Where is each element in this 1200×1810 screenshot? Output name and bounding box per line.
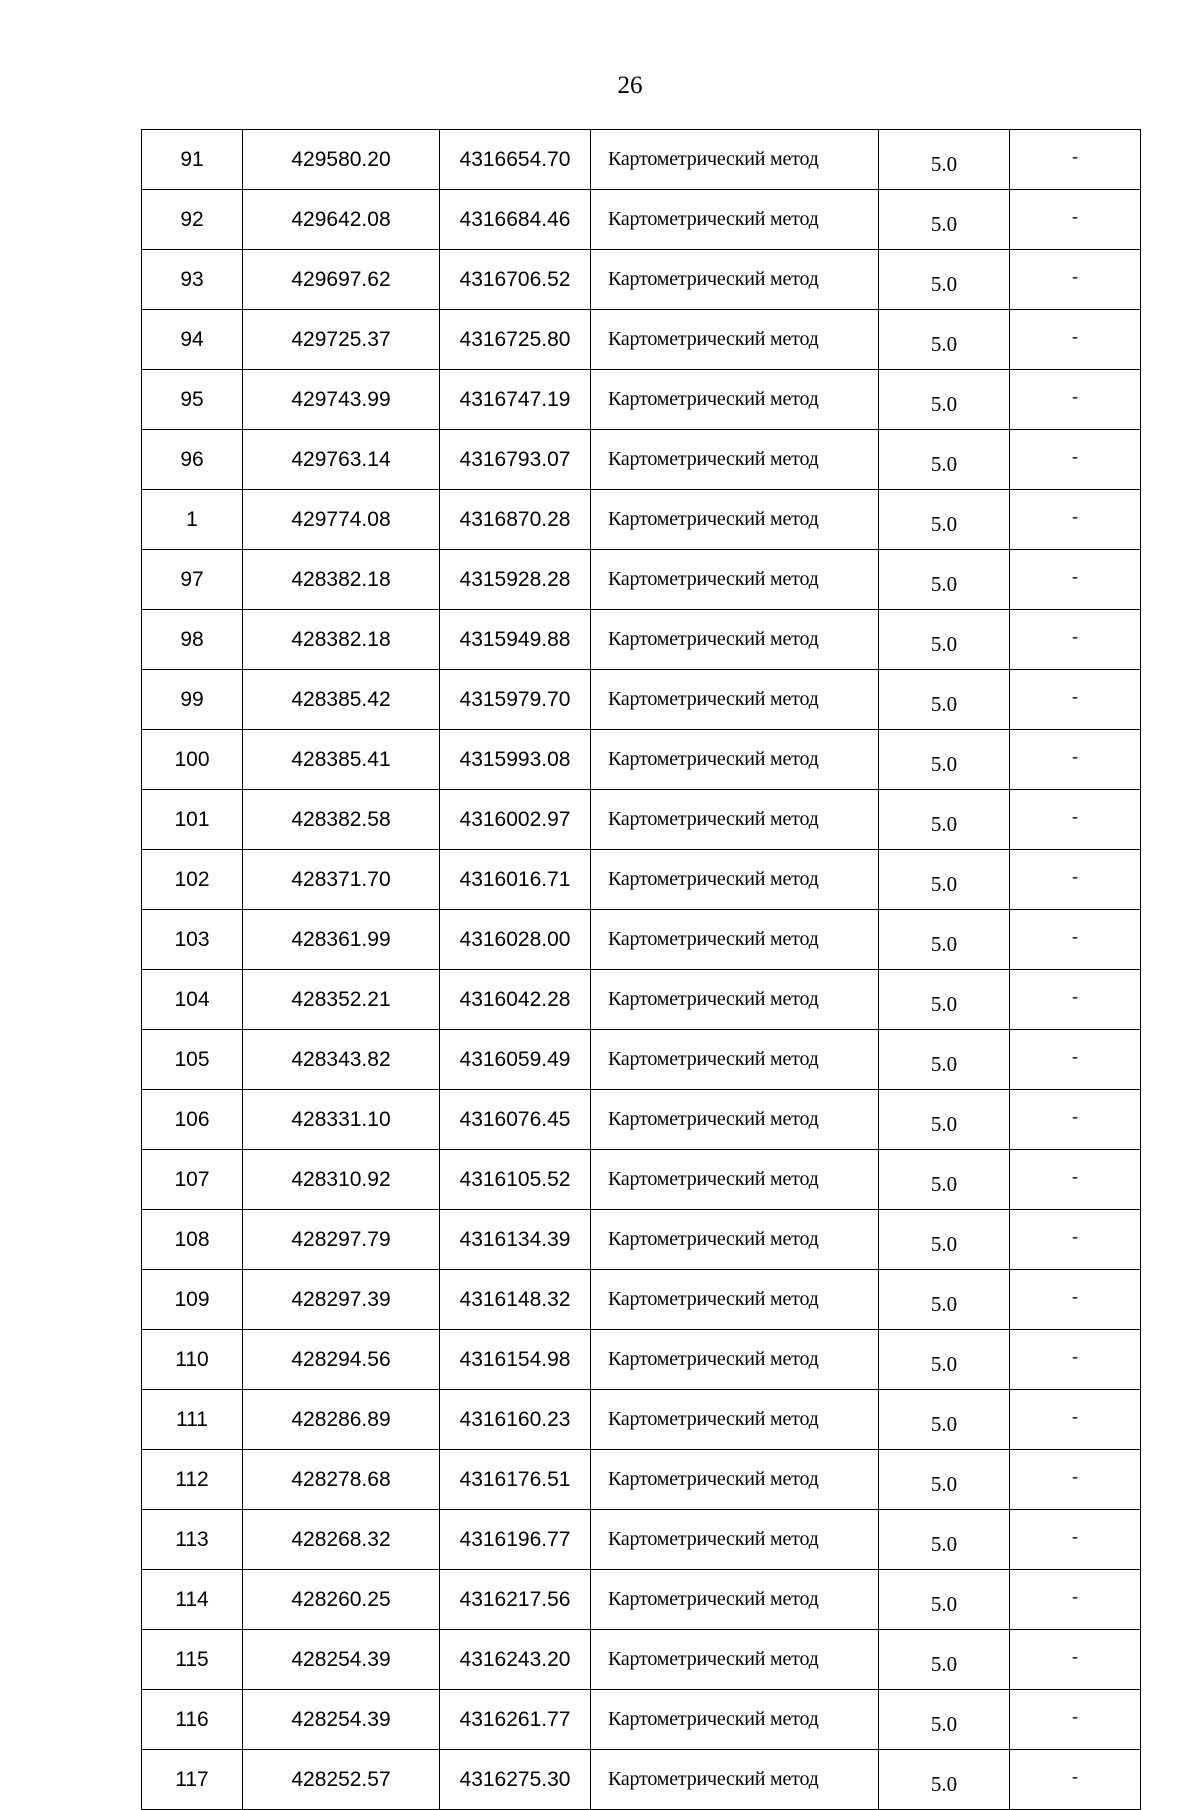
method-cell: Картометрический метод [591,1090,879,1150]
point-number-cell: 93 [142,250,243,310]
x-coordinate-cell: 428268.32 [243,1510,440,1570]
accuracy-cell: 5.0 [879,910,1010,970]
point-number-cell: 104 [142,970,243,1030]
x-coordinate-cell: 429697.62 [243,250,440,310]
page-number: 26 [617,72,643,99]
y-coordinate-cell: 4316148.32 [440,1270,591,1330]
note-cell: - [1010,550,1141,610]
method-cell: Картометрический метод [591,670,879,730]
coordinates-table-body [142,130,1141,1810]
table-row [142,1330,1141,1390]
point-number-cell: 1 [142,490,243,550]
note-cell: - [1010,1270,1141,1330]
table-row [142,1150,1141,1210]
y-coordinate-cell: 4315928.28 [440,550,591,610]
point-number-cell: 99 [142,670,243,730]
x-coordinate-cell: 428286.89 [243,1390,440,1450]
y-coordinate-cell: 4316870.28 [440,490,591,550]
y-coordinate-cell: 4316654.70 [440,130,591,190]
method-cell: Картометрический метод [591,1510,879,1570]
table-row [142,310,1141,370]
method-cell: Картометрический метод [591,1690,879,1750]
y-coordinate-cell: 4315993.08 [440,730,591,790]
accuracy-cell: 5.0 [879,970,1010,1030]
accuracy-cell: 5.0 [879,1630,1010,1690]
note-cell: - [1010,1750,1141,1810]
method-cell: Картометрический метод [591,1390,879,1450]
point-number-cell: 91 [142,130,243,190]
point-number-cell: 98 [142,610,243,670]
table-row [142,790,1141,850]
point-number-cell: 101 [142,790,243,850]
table-row [142,250,1141,310]
table-row [142,190,1141,250]
accuracy-cell: 5.0 [879,670,1010,730]
accuracy-cell: 5.0 [879,1510,1010,1570]
method-cell: Картометрический метод [591,310,879,370]
accuracy-cell: 5.0 [879,250,1010,310]
note-cell: - [1010,730,1141,790]
y-coordinate-cell: 4316042.28 [440,970,591,1030]
accuracy-cell: 5.0 [879,610,1010,670]
x-coordinate-cell: 428382.18 [243,550,440,610]
point-number-cell: 94 [142,310,243,370]
method-cell: Картометрический метод [591,550,879,610]
x-coordinate-cell: 428343.82 [243,1030,440,1090]
point-number-cell: 115 [142,1630,243,1690]
note-cell: - [1010,1210,1141,1270]
table-row [142,910,1141,970]
table-row [142,1630,1141,1690]
accuracy-cell: 5.0 [879,1270,1010,1330]
x-coordinate-cell: 428382.18 [243,610,440,670]
y-coordinate-cell: 4316725.80 [440,310,591,370]
table-row [142,1690,1141,1750]
method-cell: Картометрический метод [591,910,879,970]
coordinates-table [141,129,1141,1810]
method-cell: Картометрический метод [591,250,879,310]
x-coordinate-cell: 429580.20 [243,130,440,190]
point-number-cell: 108 [142,1210,243,1270]
y-coordinate-cell: 4316016.71 [440,850,591,910]
x-coordinate-cell: 428297.39 [243,1270,440,1330]
table-row [142,1090,1141,1150]
accuracy-cell: 5.0 [879,1570,1010,1630]
table-row [142,1510,1141,1570]
point-number-cell: 113 [142,1510,243,1570]
point-number-cell: 111 [142,1390,243,1450]
y-coordinate-cell: 4316243.20 [440,1630,591,1690]
method-cell: Картометрический метод [591,1570,879,1630]
table-row [142,1270,1141,1330]
x-coordinate-cell: 428310.92 [243,1150,440,1210]
note-cell: - [1010,970,1141,1030]
method-cell: Картометрический метод [591,1450,879,1510]
accuracy-cell: 5.0 [879,790,1010,850]
x-coordinate-cell: 428371.70 [243,850,440,910]
y-coordinate-cell: 4316059.49 [440,1030,591,1090]
accuracy-cell: 5.0 [879,130,1010,190]
y-coordinate-cell: 4315979.70 [440,670,591,730]
table-row [142,130,1141,190]
method-cell: Картометрический метод [591,610,879,670]
note-cell: - [1010,1150,1141,1210]
x-coordinate-cell: 429642.08 [243,190,440,250]
accuracy-cell: 5.0 [879,1690,1010,1750]
accuracy-cell: 5.0 [879,1330,1010,1390]
point-number-cell: 100 [142,730,243,790]
x-coordinate-cell: 428294.56 [243,1330,440,1390]
note-cell: - [1010,490,1141,550]
point-number-cell: 109 [142,1270,243,1330]
point-number-cell: 92 [142,190,243,250]
method-cell: Картометрический метод [591,1270,879,1330]
y-coordinate-cell: 4316134.39 [440,1210,591,1270]
note-cell: - [1010,790,1141,850]
x-coordinate-cell: 428382.58 [243,790,440,850]
method-cell: Картометрический метод [591,1030,879,1090]
note-cell: - [1010,910,1141,970]
accuracy-cell: 5.0 [879,850,1010,910]
y-coordinate-cell: 4316684.46 [440,190,591,250]
table-row [142,970,1141,1030]
table-row [142,430,1141,490]
method-cell: Картометрический метод [591,1630,879,1690]
point-number-cell: 116 [142,1690,243,1750]
method-cell: Картометрический метод [591,370,879,430]
accuracy-cell: 5.0 [879,1210,1010,1270]
note-cell: - [1010,250,1141,310]
method-cell: Картометрический метод [591,1210,879,1270]
note-cell: - [1010,1570,1141,1630]
method-cell: Картометрический метод [591,850,879,910]
method-cell: Картометрический метод [591,730,879,790]
accuracy-cell: 5.0 [879,1030,1010,1090]
accuracy-cell: 5.0 [879,190,1010,250]
x-coordinate-cell: 428361.99 [243,910,440,970]
table-row [142,670,1141,730]
table-row [142,1030,1141,1090]
point-number-cell: 95 [142,370,243,430]
accuracy-cell: 5.0 [879,430,1010,490]
x-coordinate-cell: 428385.41 [243,730,440,790]
table-row [142,490,1141,550]
y-coordinate-cell: 4316217.56 [440,1570,591,1630]
y-coordinate-cell: 4316275.30 [440,1750,591,1810]
point-number-cell: 107 [142,1150,243,1210]
method-cell: Картометрический метод [591,490,879,550]
x-coordinate-cell: 429725.37 [243,310,440,370]
accuracy-cell: 5.0 [879,550,1010,610]
point-number-cell: 110 [142,1330,243,1390]
x-coordinate-cell: 428352.21 [243,970,440,1030]
note-cell: - [1010,1330,1141,1390]
table-row [142,370,1141,430]
note-cell: - [1010,670,1141,730]
method-cell: Картометрический метод [591,1750,879,1810]
table-row [142,1570,1141,1630]
point-number-cell: 97 [142,550,243,610]
x-coordinate-cell: 428254.39 [243,1630,440,1690]
y-coordinate-cell: 4316793.07 [440,430,591,490]
x-coordinate-cell: 429763.14 [243,430,440,490]
method-cell: Картометрический метод [591,130,879,190]
point-number-cell: 105 [142,1030,243,1090]
note-cell: - [1010,310,1141,370]
note-cell: - [1010,370,1141,430]
y-coordinate-cell: 4316076.45 [440,1090,591,1150]
note-cell: - [1010,1690,1141,1750]
y-coordinate-cell: 4316176.51 [440,1450,591,1510]
note-cell: - [1010,1030,1141,1090]
x-coordinate-cell: 429774.08 [243,490,440,550]
method-cell: Картометрический метод [591,190,879,250]
method-cell: Картометрический метод [591,790,879,850]
accuracy-cell: 5.0 [879,1450,1010,1510]
y-coordinate-cell: 4316196.77 [440,1510,591,1570]
point-number-cell: 117 [142,1750,243,1810]
point-number-cell: 103 [142,910,243,970]
y-coordinate-cell: 4316028.00 [440,910,591,970]
note-cell: - [1010,850,1141,910]
point-number-cell: 96 [142,430,243,490]
table-row [142,1210,1141,1270]
note-cell: - [1010,130,1141,190]
accuracy-cell: 5.0 [879,1750,1010,1810]
method-cell: Картометрический метод [591,1330,879,1390]
accuracy-cell: 5.0 [879,310,1010,370]
note-cell: - [1010,610,1141,670]
x-coordinate-cell: 428385.42 [243,670,440,730]
accuracy-cell: 5.0 [879,730,1010,790]
table-row [142,1750,1141,1810]
y-coordinate-cell: 4316261.77 [440,1690,591,1750]
method-cell: Картометрический метод [591,970,879,1030]
x-coordinate-cell: 428252.57 [243,1750,440,1810]
y-coordinate-cell: 4316154.98 [440,1330,591,1390]
note-cell: - [1010,1450,1141,1510]
method-cell: Картометрический метод [591,430,879,490]
point-number-cell: 114 [142,1570,243,1630]
table-row [142,1450,1141,1510]
y-coordinate-cell: 4316105.52 [440,1150,591,1210]
x-coordinate-cell: 428278.68 [243,1450,440,1510]
x-coordinate-cell: 428297.79 [243,1210,440,1270]
y-coordinate-cell: 4316747.19 [440,370,591,430]
note-cell: - [1010,1090,1141,1150]
point-number-cell: 102 [142,850,243,910]
x-coordinate-cell: 428254.39 [243,1690,440,1750]
x-coordinate-cell: 428331.10 [243,1090,440,1150]
method-cell: Картометрический метод [591,1150,879,1210]
note-cell: - [1010,1390,1141,1450]
accuracy-cell: 5.0 [879,1150,1010,1210]
accuracy-cell: 5.0 [879,490,1010,550]
accuracy-cell: 5.0 [879,1390,1010,1450]
note-cell: - [1010,1510,1141,1570]
accuracy-cell: 5.0 [879,1090,1010,1150]
x-coordinate-cell: 429743.99 [243,370,440,430]
y-coordinate-cell: 4316160.23 [440,1390,591,1450]
accuracy-cell: 5.0 [879,370,1010,430]
y-coordinate-cell: 4316706.52 [440,250,591,310]
table-row [142,550,1141,610]
y-coordinate-cell: 4315949.88 [440,610,591,670]
note-cell: - [1010,190,1141,250]
point-number-cell: 106 [142,1090,243,1150]
y-coordinate-cell: 4316002.97 [440,790,591,850]
table-row [142,850,1141,910]
note-cell: - [1010,430,1141,490]
note-cell: - [1010,1630,1141,1690]
point-number-cell: 112 [142,1450,243,1510]
table-row [142,1390,1141,1450]
table-row [142,610,1141,670]
x-coordinate-cell: 428260.25 [243,1570,440,1630]
table-row [142,730,1141,790]
